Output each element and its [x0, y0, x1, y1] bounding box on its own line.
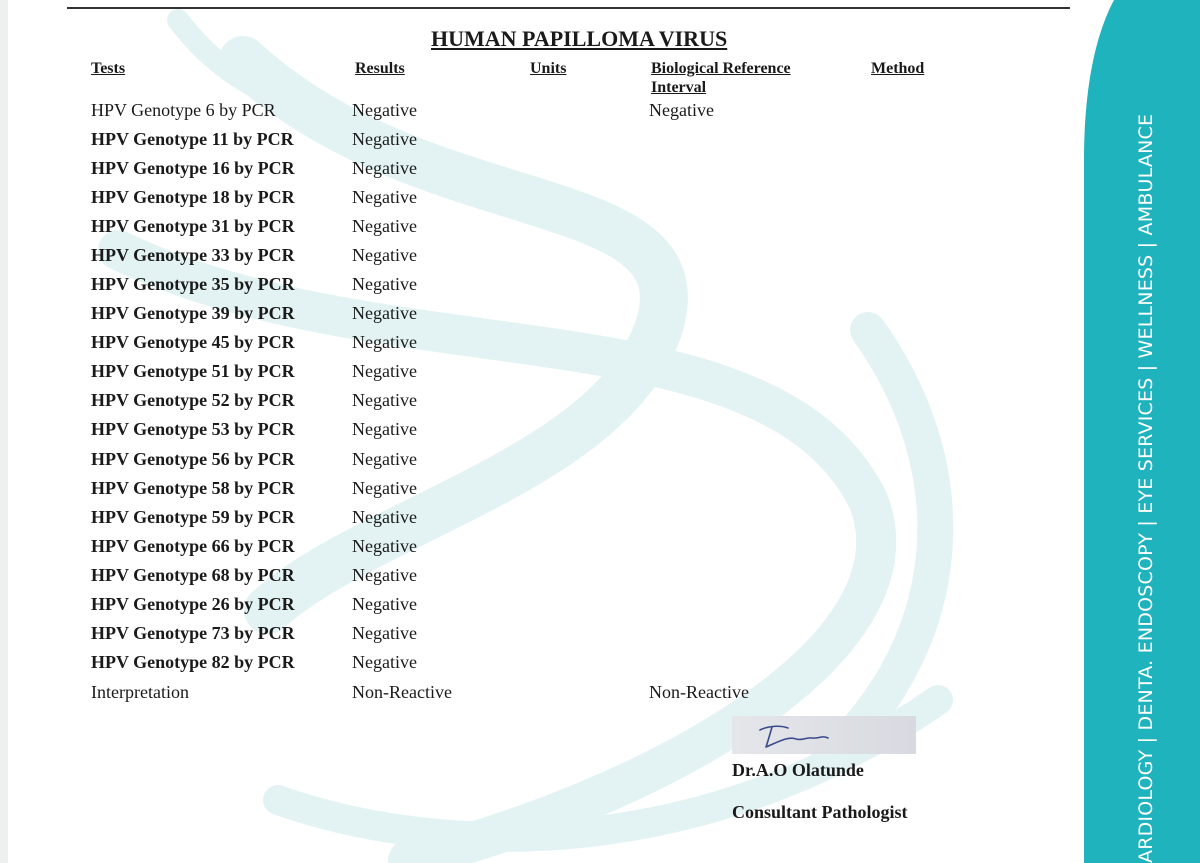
- test-name: HPV Genotype 16 by PCR: [91, 158, 295, 178]
- test-name: HPV Genotype 31 by PCR: [91, 216, 295, 236]
- interpretation-reference: Non-Reactive: [649, 682, 749, 702]
- test-name: HPV Genotype 66 by PCR: [91, 536, 295, 556]
- test-result: Negative: [352, 536, 417, 556]
- table-row: [8, 245, 1008, 274]
- table-row: [8, 361, 1008, 390]
- interpretation-label: Interpretation: [91, 682, 189, 702]
- test-name: HPV Genotype 45 by PCR: [91, 332, 295, 352]
- table-row: [8, 274, 1008, 303]
- test-result: Negative: [352, 303, 417, 323]
- test-name: HPV Genotype 35 by PCR: [91, 274, 295, 294]
- test-name: HPV Genotype 26 by PCR: [91, 594, 295, 614]
- table-row: [8, 100, 1008, 129]
- table-row: [8, 216, 1008, 245]
- test-result: Negative: [352, 332, 417, 352]
- table-row: [8, 332, 1008, 361]
- handwritten-signature: [732, 716, 916, 754]
- test-result: Negative: [352, 187, 417, 207]
- table-row: [8, 187, 1008, 216]
- reference-interval: Negative: [649, 100, 714, 120]
- test-name: HPV Genotype 39 by PCR: [91, 303, 295, 323]
- column-header-tests: Tests: [91, 60, 126, 77]
- table-row: [8, 594, 1008, 623]
- test-name: HPV Genotype 11 by PCR: [91, 129, 294, 149]
- interpretation-result: Non-Reactive: [352, 682, 452, 702]
- test-name: HPV Genotype 51 by PCR: [91, 361, 295, 381]
- test-name: HPV Genotype 58 by PCR: [91, 478, 295, 498]
- test-name: HPV Genotype 6 by PCR: [91, 100, 276, 120]
- test-result: Negative: [352, 565, 417, 585]
- pathologist-title: Consultant Pathologist: [732, 802, 908, 822]
- test-result: Negative: [352, 623, 417, 643]
- column-header-reference: [651, 59, 791, 97]
- table-row: [8, 507, 1008, 536]
- services-banner-text: ARDIOLOGY | DENTA. ENDOSCOPY | EYE SERVICES | WELLNESS | AMBULANCE: [1135, 113, 1157, 863]
- table-row: [8, 303, 1008, 332]
- test-name: HPV Genotype 53 by PCR: [91, 419, 295, 439]
- column-header-results: Results: [355, 60, 405, 77]
- table-row: [8, 158, 1008, 187]
- test-result: Negative: [352, 274, 417, 294]
- interpretation-row: [8, 682, 1008, 711]
- top-divider: [67, 7, 1070, 9]
- test-result: Negative: [352, 507, 417, 527]
- table-row: [8, 129, 1008, 158]
- table-row: [8, 623, 1008, 652]
- test-result: Negative: [352, 245, 417, 265]
- test-result: Negative: [352, 419, 417, 439]
- test-result: Negative: [352, 652, 417, 672]
- test-name: HPV Genotype 68 by PCR: [91, 565, 295, 585]
- report-title: HUMAN PAPILLOMA VIRUS: [431, 26, 728, 51]
- test-result: Negative: [352, 216, 417, 236]
- test-name: HPV Genotype 18 by PCR: [91, 187, 295, 207]
- test-name: HPV Genotype 56 by PCR: [91, 449, 295, 469]
- column-header-reference-line2: Interval: [651, 79, 707, 96]
- test-name: HPV Genotype 33 by PCR: [91, 245, 295, 265]
- table-row: [8, 478, 1008, 507]
- test-name: HPV Genotype 73 by PCR: [91, 623, 295, 643]
- column-header-reference-line1: Biological Reference: [651, 60, 791, 77]
- column-header-method: Method: [871, 60, 925, 77]
- test-name: HPV Genotype 82 by PCR: [91, 652, 295, 672]
- test-result: Negative: [352, 129, 417, 149]
- pathologist-name: Dr.A.O Olatunde: [732, 760, 864, 780]
- test-result: Negative: [352, 390, 417, 410]
- test-result: Negative: [352, 100, 417, 120]
- column-header-units: Units: [530, 60, 567, 77]
- test-result: Negative: [352, 478, 417, 498]
- table-row: [8, 390, 1008, 419]
- table-row: [8, 536, 1008, 565]
- table-row: [8, 419, 1008, 448]
- test-result: Negative: [352, 361, 417, 381]
- test-result: Negative: [352, 594, 417, 614]
- test-name: HPV Genotype 59 by PCR: [91, 507, 295, 527]
- test-result: Negative: [352, 158, 417, 178]
- table-row: [8, 652, 1008, 681]
- test-name: HPV Genotype 52 by PCR: [91, 390, 295, 410]
- table-row: [8, 565, 1008, 594]
- test-result: Negative: [352, 449, 417, 469]
- table-row: [8, 449, 1008, 478]
- lab-report-page: [8, 0, 1200, 863]
